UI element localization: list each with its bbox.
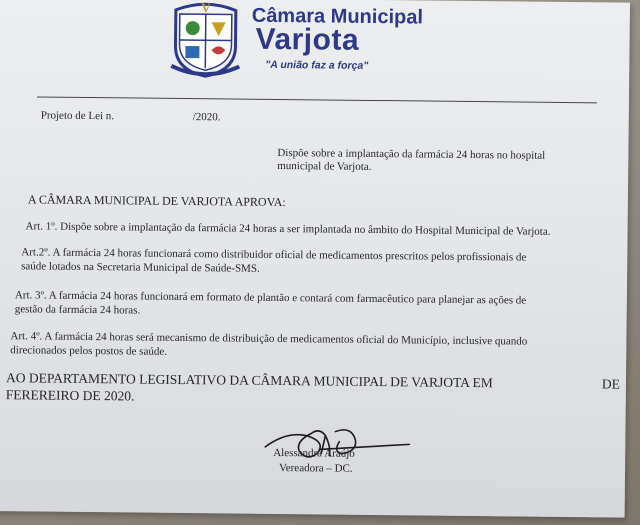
municipal-crest-icon <box>165 0 246 79</box>
article-2-line-1: Art.2º. A farmácia 24 horas funcionará como distribuidor oficial de medicamentos prescritos pelos profissionais de <box>21 246 527 264</box>
summary-line-2: municipal de Varjota. <box>277 159 372 173</box>
svg-text:V: V <box>201 0 211 16</box>
article-3-line-2: gestão da farmácia 24 horas. <box>14 303 141 317</box>
article-4-line-2: direcionados pelos postos de saúde. <box>10 344 168 358</box>
summary-line-1: Dispõe sobre a implantação da farmácia 24 horas no hospital <box>277 146 546 162</box>
chamber-title: Câmara Municipal <box>251 4 424 29</box>
slogan: "A união faz a força" <box>265 58 369 72</box>
closing-line-1-end: DE <box>601 376 621 392</box>
article-4-line-1: Art. 4º. A farmácia 24 horas será mecanismo de distribuição de medicamentos oficial do Município, inclusive quando <box>10 330 528 348</box>
closing-line-1: AO DEPARTAMENTO LEGISLATIVO DA CÂMARA MUNICIPAL DE VARJOTA EM <box>5 370 493 391</box>
project-label: Projeto de Lei n. <box>40 109 115 123</box>
article-3-line-1: Art. 3º. A farmácia 24 horas funcionará em formato de plantão e contará com farmacêutico para planejar as ações de <box>14 289 527 307</box>
header-divider <box>37 96 597 103</box>
signer-name: Alessandra Araújo <box>273 446 355 460</box>
approval-heading: A CÂMARA MUNICIPAL DE VARJOTA APROVA: <box>27 192 286 210</box>
article-1-line-1: Art. 1º. Dispõe sobre a implantação da farmácia 24 horas a ser implantada no âmbito do Hospital Municipal de Varjota. <box>25 220 551 238</box>
project-year: /2020. <box>192 111 221 124</box>
signer-role: Vereadora – DC. <box>279 462 353 475</box>
city-name: Varjota <box>255 22 360 57</box>
closing-line-2: FEREREIRO DE 2020. <box>5 387 135 404</box>
article-2-line-2: saúde lotados na Secretaria Municipal de Saúde-SMS. <box>21 260 260 275</box>
